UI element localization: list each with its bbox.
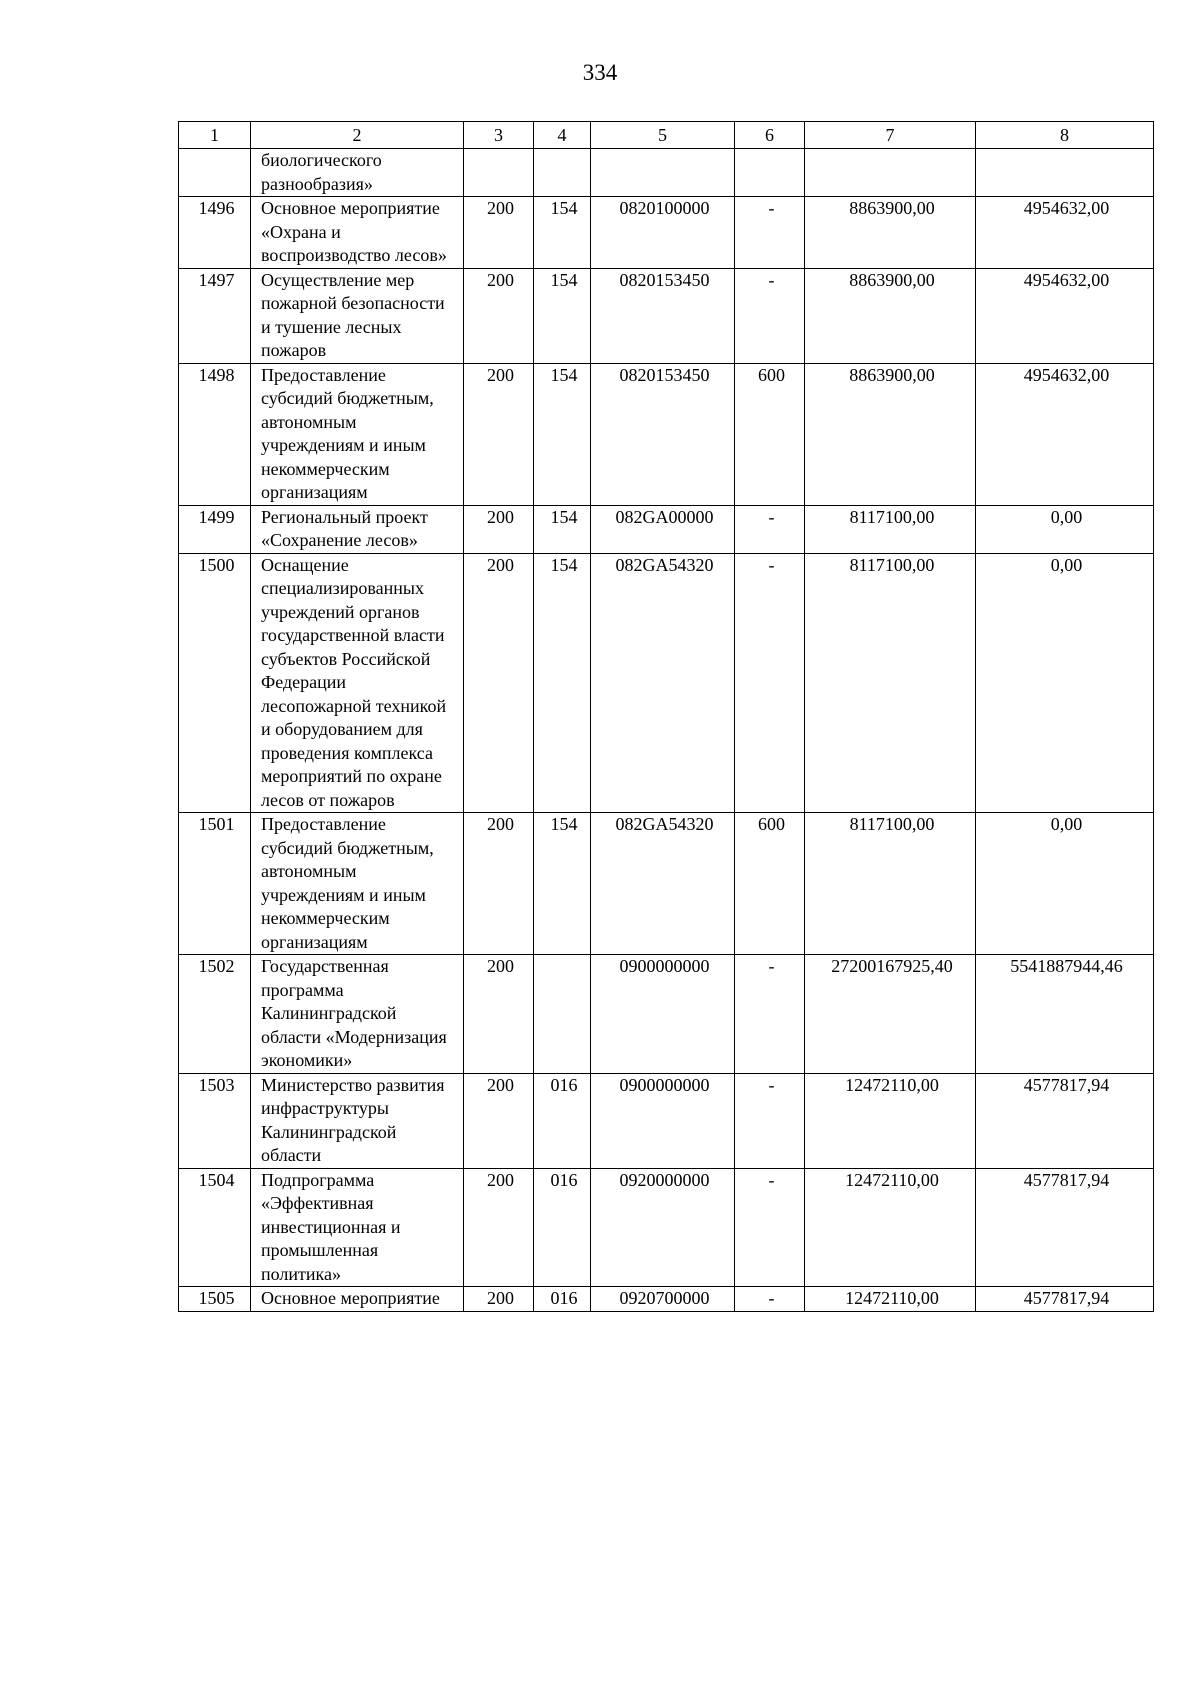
col-4-value: 016 — [534, 1168, 591, 1287]
col-4-value: 154 — [534, 268, 591, 363]
col-6-value: - — [735, 955, 805, 1074]
row-number: 1500 — [179, 553, 251, 813]
col-7-value: 27200167925,40 — [805, 955, 976, 1074]
table-row — [179, 505, 1154, 553]
header-col-5: 5 — [591, 122, 735, 149]
col-5-value: 0900000000 — [591, 955, 735, 1074]
col-5-value: 0820153450 — [591, 363, 735, 505]
header-col-3: 3 — [464, 122, 534, 149]
table-header — [179, 122, 1154, 149]
col-8-value: 5541887944,46 — [976, 955, 1154, 1074]
col-5-value — [591, 149, 735, 197]
col-5-value: 082GA00000 — [591, 505, 735, 553]
header-col-2: 2 — [251, 122, 464, 149]
col-3-value: 200 — [464, 1287, 534, 1312]
header-col-1: 1 — [179, 122, 251, 149]
row-name: Осуществление мер пожарной безопасности и тушение лесных пожаров — [251, 268, 464, 363]
row-name: Основное мероприятие — [251, 1287, 464, 1312]
col-7-value: 8863900,00 — [805, 268, 976, 363]
col-7-value: 8117100,00 — [805, 813, 976, 955]
col-8-value: 4954632,00 — [976, 268, 1154, 363]
row-name: Подпрограмма «Эффективная инвестиционная и промышленная политика» — [251, 1168, 464, 1287]
col-5-value: 0820153450 — [591, 268, 735, 363]
col-4-value: 154 — [534, 813, 591, 955]
col-8-value — [976, 149, 1154, 197]
header-col-8: 8 — [976, 122, 1154, 149]
col-8-value: 4577817,94 — [976, 1287, 1154, 1312]
col-8-value: 4954632,00 — [976, 197, 1154, 269]
col-4-value: 016 — [534, 1287, 591, 1312]
col-8-value: 0,00 — [976, 505, 1154, 553]
table-row — [179, 955, 1154, 1074]
budget-table — [178, 121, 1154, 1312]
col-7-value: 12472110,00 — [805, 1287, 976, 1312]
col-4-value — [534, 149, 591, 197]
col-8-value: 4577817,94 — [976, 1168, 1154, 1287]
col-8-value: 4954632,00 — [976, 363, 1154, 505]
col-5-value: 0920000000 — [591, 1168, 735, 1287]
col-3-value: 200 — [464, 553, 534, 813]
col-7-value: 8863900,00 — [805, 197, 976, 269]
col-3-value — [464, 149, 534, 197]
col-7-value: 8863900,00 — [805, 363, 976, 505]
col-6-value: - — [735, 268, 805, 363]
col-5-value: 082GA54320 — [591, 553, 735, 813]
row-name: Государственная программа Калининградской области «Модернизация экономики» — [251, 955, 464, 1074]
header-col-7: 7 — [805, 122, 976, 149]
col-4-value — [534, 955, 591, 1074]
col-4-value: 016 — [534, 1073, 591, 1168]
row-number: 1502 — [179, 955, 251, 1074]
col-3-value: 200 — [464, 505, 534, 553]
table-row — [179, 197, 1154, 269]
col-3-value: 200 — [464, 268, 534, 363]
col-6-value: - — [735, 1287, 805, 1312]
row-number: 1501 — [179, 813, 251, 955]
col-7-value: 8117100,00 — [805, 505, 976, 553]
col-3-value: 200 — [464, 1073, 534, 1168]
col-6-value: - — [735, 553, 805, 813]
col-6-value: - — [735, 505, 805, 553]
row-number: 1497 — [179, 268, 251, 363]
col-7-value: 8117100,00 — [805, 553, 976, 813]
table-row — [179, 813, 1154, 955]
table-row — [179, 268, 1154, 363]
col-3-value: 200 — [464, 955, 534, 1074]
col-3-value: 200 — [464, 813, 534, 955]
table-row — [179, 363, 1154, 505]
row-number: 1504 — [179, 1168, 251, 1287]
col-6-value: - — [735, 1168, 805, 1287]
row-number — [179, 149, 251, 197]
col-5-value: 082GA54320 — [591, 813, 735, 955]
col-5-value: 0820100000 — [591, 197, 735, 269]
page-number: 334 — [582, 60, 618, 85]
col-6-value: 600 — [735, 363, 805, 505]
table-row — [179, 553, 1154, 813]
table-row — [179, 1073, 1154, 1168]
col-3-value: 200 — [464, 1168, 534, 1287]
row-name: биологического разнообразия» — [251, 149, 464, 197]
col-6-value — [735, 149, 805, 197]
table-row — [179, 149, 1154, 197]
col-5-value: 0900000000 — [591, 1073, 735, 1168]
table-row — [179, 1168, 1154, 1287]
col-7-value: 12472110,00 — [805, 1168, 976, 1287]
col-3-value: 200 — [464, 363, 534, 505]
row-number: 1499 — [179, 505, 251, 553]
col-5-value: 0920700000 — [591, 1287, 735, 1312]
header-col-4: 4 — [534, 122, 591, 149]
row-name: Основное мероприятие «Охрана и воспроизводство лесов» — [251, 197, 464, 269]
header-col-6: 6 — [735, 122, 805, 149]
col-6-value: - — [735, 197, 805, 269]
col-6-value: 600 — [735, 813, 805, 955]
col-4-value: 154 — [534, 553, 591, 813]
header-row — [179, 122, 1154, 149]
col-8-value: 0,00 — [976, 813, 1154, 955]
row-name: Предоставление субсидий бюджетным, автономным учреждениям и иным некоммерческим организациям — [251, 813, 464, 955]
col-6-value: - — [735, 1073, 805, 1168]
col-7-value — [805, 149, 976, 197]
row-number: 1496 — [179, 197, 251, 269]
row-name: Оснащение специализированных учреждений органов государственной власти субъектов Российской Федерации лесопожарной техникой и оборудованием для проведения комплекса мероприятий по охране лесов от пожаров — [251, 553, 464, 813]
row-name: Предоставление субсидий бюджетным, автономным учреждениям и иным некоммерческим организациям — [251, 363, 464, 505]
table-row — [179, 1287, 1154, 1312]
col-4-value: 154 — [534, 505, 591, 553]
col-8-value: 4577817,94 — [976, 1073, 1154, 1168]
table-body — [179, 149, 1154, 1312]
col-4-value: 154 — [534, 197, 591, 269]
row-number: 1505 — [179, 1287, 251, 1312]
row-number: 1498 — [179, 363, 251, 505]
col-4-value: 154 — [534, 363, 591, 505]
col-3-value: 200 — [464, 197, 534, 269]
row-number: 1503 — [179, 1073, 251, 1168]
row-name: Министерство развития инфраструктуры Калининградской области — [251, 1073, 464, 1168]
col-8-value: 0,00 — [976, 553, 1154, 813]
col-7-value: 12472110,00 — [805, 1073, 976, 1168]
row-name: Региональный проект «Сохранение лесов» — [251, 505, 464, 553]
